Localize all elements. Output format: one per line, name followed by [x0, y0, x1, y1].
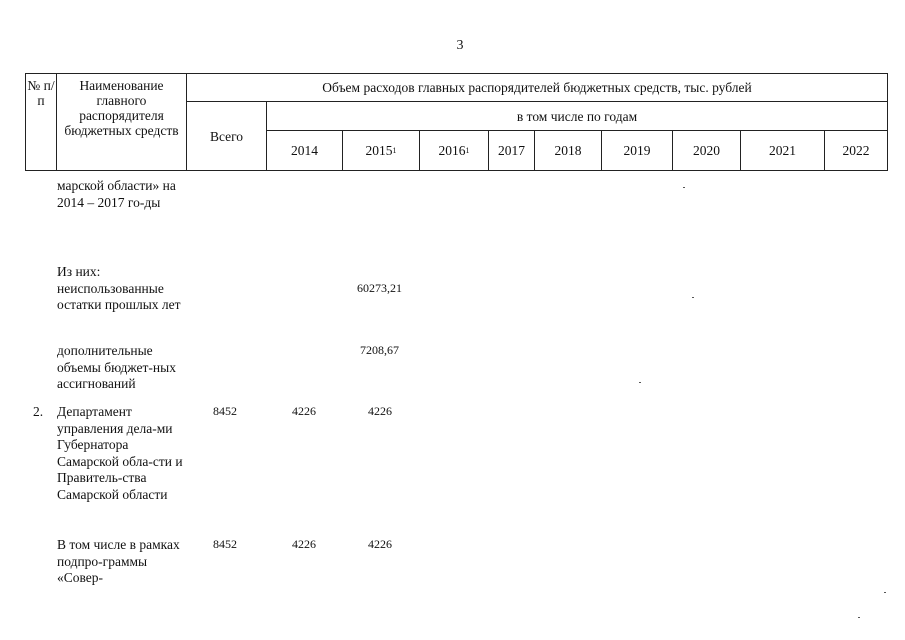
header-total-col: Всего: [187, 102, 267, 171]
header-year-2019: [602, 131, 673, 171]
header-year-2020: [673, 131, 741, 171]
row-dept-number: 2.: [33, 404, 44, 419]
row-including-2015: 4226: [368, 537, 392, 551]
scan-speck: [858, 617, 860, 618]
scan-speck: [884, 592, 886, 593]
header-year-2017: [489, 131, 535, 171]
year-label: 2018: [554, 143, 582, 158]
scan-speck: [683, 187, 685, 188]
year-label: 2020: [693, 143, 720, 158]
row-dept-total: 8452: [213, 404, 237, 418]
header-year-2022: [825, 131, 888, 171]
header-name-col: Наименование главного распорядителя бюджетных средств: [57, 73, 187, 171]
row-dept-name: Департамент управления дела-ми Губернатора Самарской обла-сти и Правитель-ства Самарской области: [57, 404, 183, 502]
row-dept-2014: 4226: [292, 404, 316, 418]
year-label: 2016: [438, 143, 466, 158]
scan-speck: [692, 297, 694, 298]
header-year-2021: [741, 131, 825, 171]
row-of-them-2015: 60273,21: [357, 281, 402, 295]
header-year-2014: [267, 131, 343, 171]
row-including-2014: 4226: [292, 537, 316, 551]
year-label: 2019: [623, 143, 651, 158]
row-additional-2015: 7208,67: [360, 343, 399, 357]
row-including-total: 8452: [213, 537, 237, 551]
header-num-col: № п/п: [25, 73, 57, 171]
year-label: 2022: [842, 143, 870, 158]
header-year-2015: 2015 1: [343, 131, 420, 171]
header-year-2018: [535, 131, 602, 171]
row-including-name: В том числе в рамках подпро-граммы «Совер-: [57, 537, 180, 585]
header-expenses-title: Объем расходов главных распорядителей бюджетных средств, тыс. рублей: [187, 73, 888, 102]
row-dept-2015: 4226: [368, 404, 392, 418]
year-label: 2015: [365, 143, 393, 158]
year-label: 2017: [498, 143, 525, 158]
row-continuation-name: марской области» на 2014 – 2017 го-ды: [57, 178, 176, 210]
row-additional-name: дополнительные объемы бюджет-ных ассигнований: [57, 343, 176, 391]
row-of-them-name: Из них: неиспользованные остатки прошлых лет: [57, 264, 181, 312]
header-by-years: в том числе по годам: [267, 102, 888, 131]
year-label: 2014: [291, 143, 318, 158]
page-number: 3: [456, 38, 464, 53]
scan-speck: [639, 382, 641, 383]
header-year-2016: 2016 1: [420, 131, 489, 171]
table-header: [25, 73, 888, 171]
year-label: 2021: [769, 143, 796, 158]
